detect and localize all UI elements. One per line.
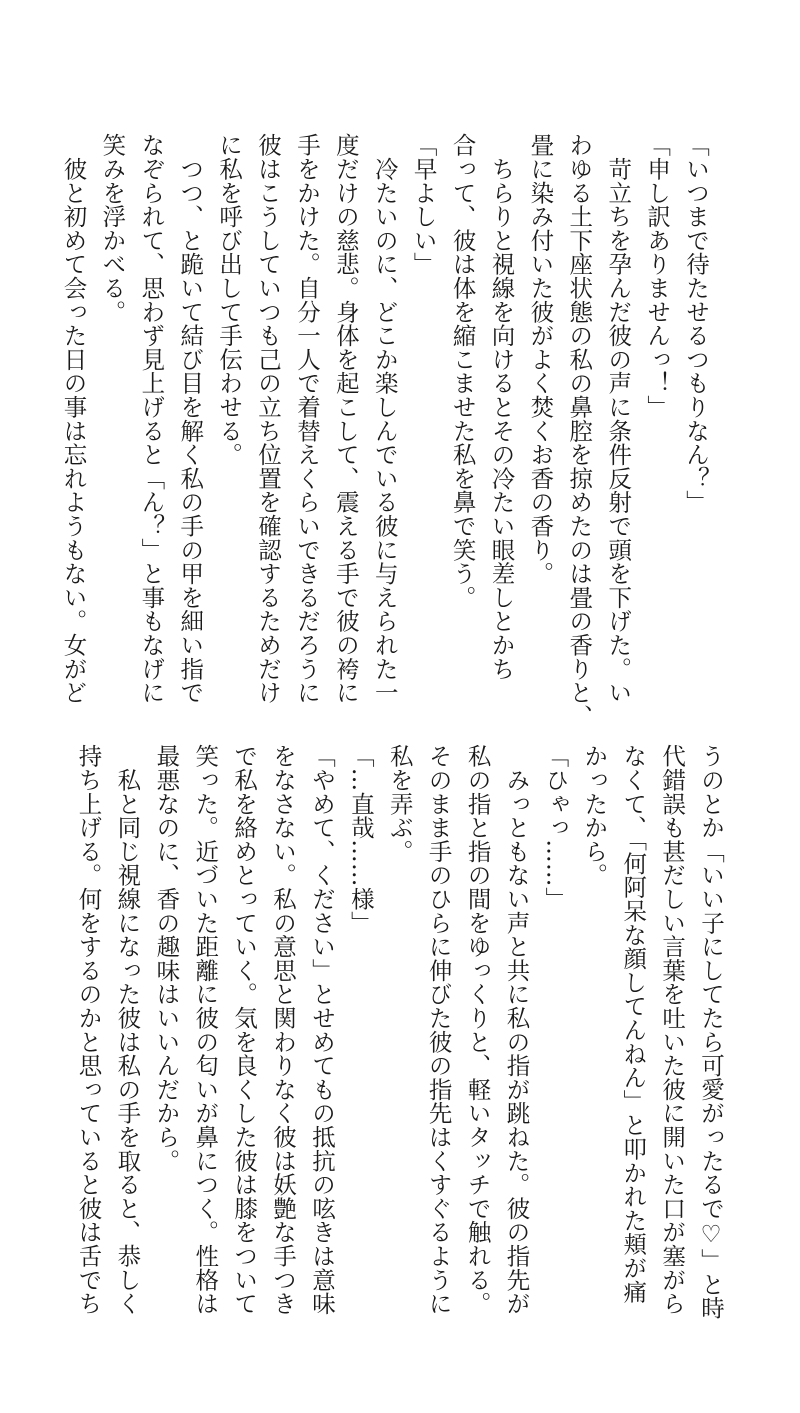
text-block-top (54, 133, 715, 728)
text-column: 「いつまで待たせるつもりなん？」 (682, 133, 710, 514)
text-column: 最悪なのに、香の趣味はいいんだから。 (152, 744, 181, 1173)
text-column: 彼はこうしていつも己の立ち位置を確認するためだけ (254, 133, 283, 705)
text-column: わゆる土下座状態の私の鼻腔を掠めたのは畳の香りと、 (565, 133, 594, 728)
text-column: 「早よしい」 (409, 133, 438, 276)
text-column: なくて、「何阿呆な顔してんねん」と叩かれた頬が痛 (619, 744, 648, 1304)
text-column: 代錯誤も甚だしい言葉を吐いた彼に開いた口が塞がら (658, 744, 687, 1316)
text-column: に私を呼び出して手伝わせる。 (215, 133, 244, 467)
text-column: うのとか「いい子にしてたら可愛がったるで♡」と時 (697, 744, 725, 1320)
text-column: 苛立ちを孕んだ彼の声に条件反射で頭を下げた。い (604, 133, 633, 705)
text-column: 「やめて、ください」とせめてもの抵抗の呟きは意味 (307, 744, 336, 1316)
text-column: 冷たいのに、どこか楽しんでいる彼に与えられた一 (370, 133, 399, 705)
text-column: 私の指と指の間をゆっくりと、軽いタッチで触れる。 (463, 744, 492, 1316)
text-column: 手をかけた。自分一人で着替えくらいできるだろうに (292, 133, 321, 705)
text-column: そのまま手のひらに伸びた彼の指先はくすぐるように (424, 744, 453, 1316)
text-column: 畳に染み付いた彼がよく焚くお香の香り。 (526, 133, 555, 586)
text-column: 「ひゃっ……」 (541, 744, 570, 911)
text-column: つつ、と跪いて結び目を解く私の手の甲を細い指で (176, 133, 205, 705)
text-block-bottom (69, 744, 730, 1320)
text-column: みっともない声と共に私の指が跳ねた。彼の指先が (502, 744, 531, 1316)
text-column: で私を絡めとっていく。気を良くした彼は膝をついて (230, 744, 259, 1316)
text-column: 笑みを浮かべる。 (98, 133, 127, 324)
text-column: なぞられて、思わず見上げると「ん？」と事もなげに (137, 133, 166, 705)
text-column: ちらりと視線を向けるとその冷たい眼差しとかち (487, 133, 516, 681)
text-column: 「…直哉……様」 (346, 744, 375, 935)
text-column: 彼と初めて会った日の事は忘れようもない。女がど (59, 133, 88, 705)
text-column: かったから。 (580, 744, 609, 887)
text-column: 私を弄ぶ。 (385, 744, 414, 863)
text-column: 度だけの慈悲。身体を起こして、震える手で彼の袴に (331, 133, 360, 705)
text-column: をなさない。私の意思と関わりなく彼は妖艶な手つき (269, 744, 298, 1316)
text-column: 合って、彼は体を縮こませた私を鼻で笑う。 (448, 133, 477, 609)
text-column: 「申し訳ありませんっ！」 (643, 133, 672, 419)
text-column: 笑った。近づいた距離に彼の匂いが鼻につく。性格は (191, 744, 220, 1316)
text-column: 私と同じ視線になった彼は私の手を取ると、恭しく (113, 744, 142, 1316)
text-column: 持ち上げる。何をするのかと思っていると彼は舌でち (74, 744, 103, 1316)
